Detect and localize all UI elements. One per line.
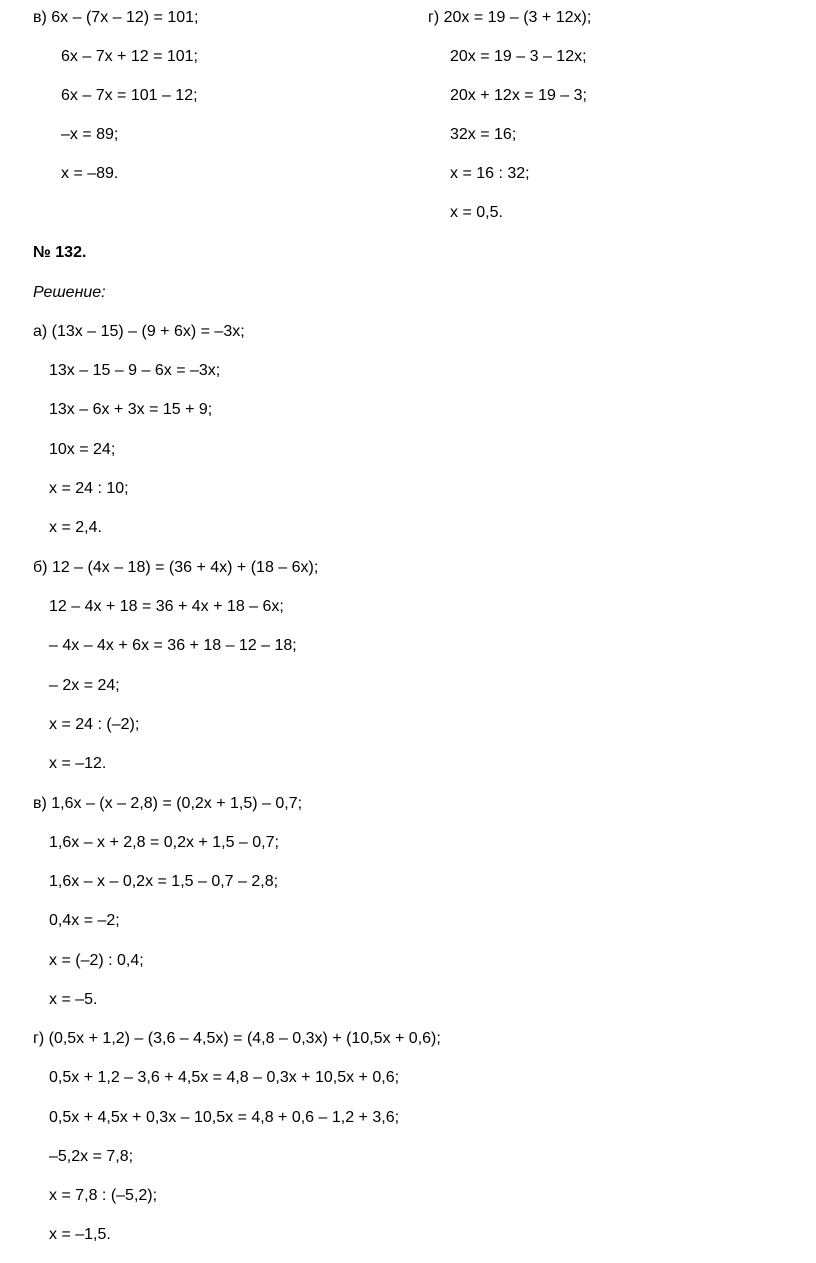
part-a-line-6: x = 2,4.: [49, 519, 102, 536]
part-v-line-4: 0,4x = –2;: [49, 912, 120, 929]
top-right-line-2: 20x = 19 – 3 – 12x;: [450, 48, 587, 65]
part-v-line-5: x = (–2) : 0,4;: [49, 952, 144, 969]
top-right-line-6: x = 0,5.: [450, 204, 503, 221]
part-a-line-3: 13x – 6x + 3x = 15 + 9;: [49, 401, 213, 418]
part-v-line-3: 1,6x – x – 0,2x = 1,5 – 0,7 – 2,8;: [49, 873, 279, 890]
part-g-line-3: 0,5x + 4,5x + 0,3x – 10,5x = 4,8 + 0,6 – 1,2 + 3,6;: [49, 1109, 400, 1126]
part-a-line-1: а) (13x – 15) – (9 + 6x) = –3x;: [33, 323, 245, 340]
part-b-line-4: – 2x = 24;: [49, 677, 120, 694]
top-right-line-3: 20x + 12x = 19 – 3;: [450, 87, 587, 104]
part-v-line-1: в) 1,6x – (x – 2,8) = (0,2x + 1,5) – 0,7;: [33, 795, 303, 812]
problem-number: № 132.: [33, 244, 87, 261]
part-v-line-2: 1,6x – x + 2,8 = 0,2x + 1,5 – 0,7;: [49, 834, 279, 851]
top-left-line-5: x = –89.: [61, 165, 119, 182]
top-left-line-2: 6x – 7x + 12 = 101;: [61, 48, 198, 65]
solution-label: Решение:: [33, 284, 106, 301]
part-b-line-5: x = 24 : (–2);: [49, 716, 140, 733]
top-left-line-4: –x = 89;: [61, 126, 119, 143]
top-right-line-1: г) 20x = 19 – (3 + 12x);: [428, 9, 592, 26]
part-a-line-4: 10x = 24;: [49, 441, 116, 458]
part-g-line-6: x = –1,5.: [49, 1226, 111, 1243]
top-right-line-5: x = 16 : 32;: [450, 165, 530, 182]
top-left-line-3: 6x – 7x = 101 – 12;: [61, 87, 198, 104]
part-v-line-6: x = –5.: [49, 991, 98, 1008]
part-g-line-4: –5,2x = 7,8;: [49, 1148, 134, 1165]
part-b-line-6: x = –12.: [49, 755, 107, 772]
part-g-line-2: 0,5x + 1,2 – 3,6 + 4,5x = 4,8 – 0,3x + 10,5x + 0,6;: [49, 1069, 400, 1086]
part-b-line-2: 12 – 4x + 18 = 36 + 4x + 18 – 6x;: [49, 598, 284, 615]
top-right-line-4: 32x = 16;: [450, 126, 517, 143]
part-b-line-3: – 4x – 4x + 6x = 36 + 18 – 12 – 18;: [49, 637, 297, 654]
top-left-line-1: в) 6x – (7x – 12) = 101;: [33, 9, 199, 26]
part-a-line-2: 13x – 15 – 9 – 6x = –3x;: [49, 362, 221, 379]
part-g-line-1: г) (0,5x + 1,2) – (3,6 – 4,5x) = (4,8 – 0,3x) + (10,5x + 0,6);: [33, 1030, 441, 1047]
part-g-line-5: x = 7,8 : (–5,2);: [49, 1187, 158, 1204]
part-a-line-5: x = 24 : 10;: [49, 480, 129, 497]
part-b-line-1: б) 12 – (4x – 18) = (36 + 4x) + (18 – 6x);: [33, 559, 319, 576]
